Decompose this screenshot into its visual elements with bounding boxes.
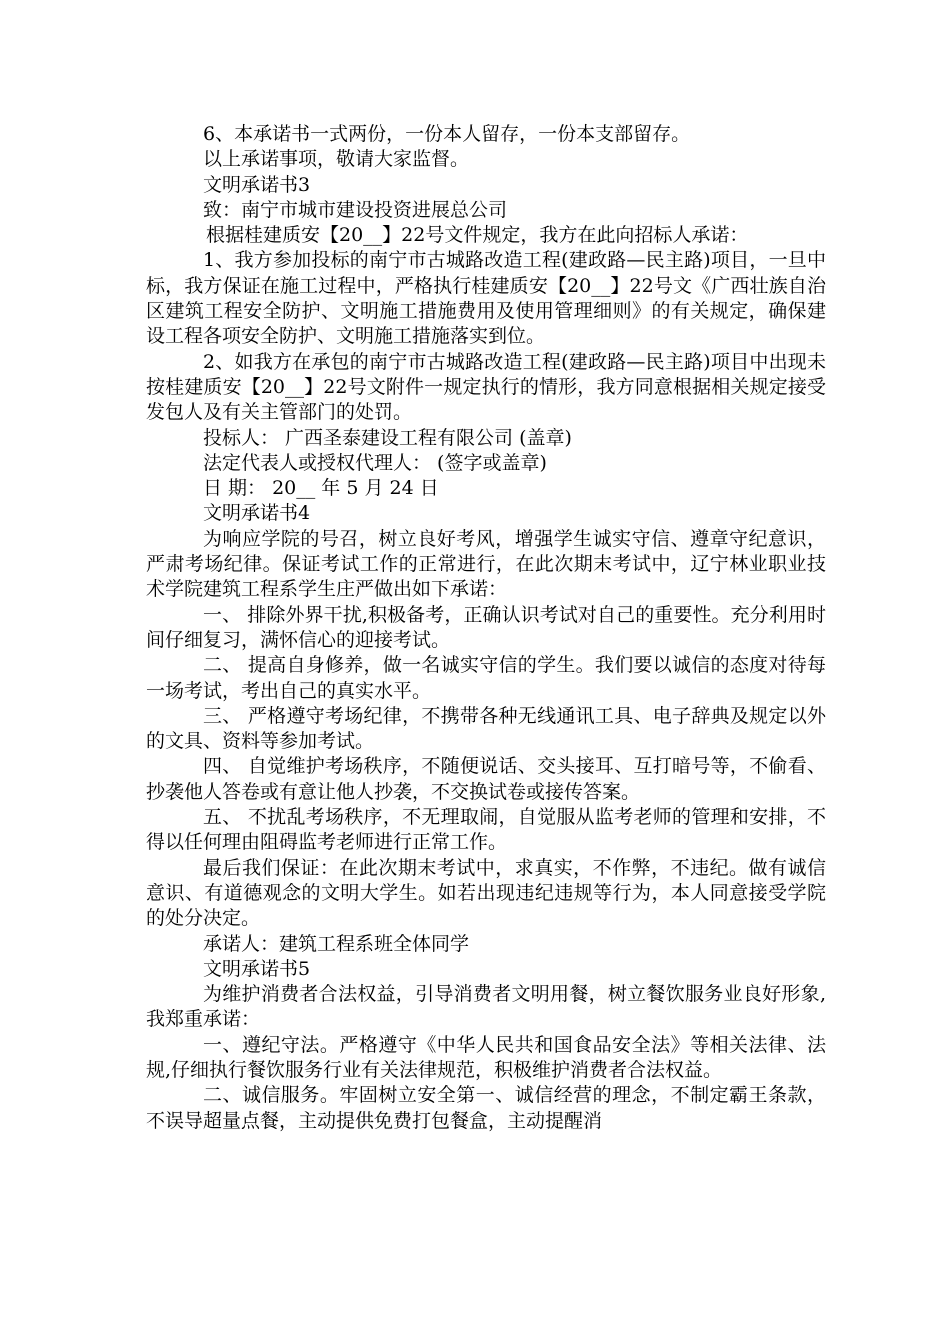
paragraph: 承诺人：建筑工程系班全体同学 xyxy=(203,932,470,955)
paragraph: 四、 自觉维护考场秩序，不随便说话、交头接耳、互打暗号等，不偷看、抄袭他人答卷或有意让他人抄袭，不交换试卷或接传答案。 xyxy=(146,755,826,803)
section-title: 文明承诺书4 xyxy=(203,502,311,525)
document-body xyxy=(146,122,826,1134)
paragraph: 五、 不扰乱考场秩序，不无理取闹，自觉服从监考老师的管理和安排，不得以任何理由阻碍监考老师进行正常工作。 xyxy=(146,806,826,854)
section-title: 文明承诺书3 xyxy=(203,173,311,196)
paragraph: 为维护消费者合法权益，引导消费者文明用餐，树立餐饮服务业良好形象,我郑重承诺： xyxy=(146,983,826,1031)
paragraph: 投标人： 广西圣泰建设工程有限公司 (盖章) xyxy=(203,426,572,449)
paragraph: 一、遵纪守法。严格遵守《中华人民共和国食品安全法》等相关法律、法规,仔细执行餐饮服务行业有关法律规范，积极维护消费者合法权益。 xyxy=(146,1033,826,1081)
paragraph: 根据桂建质安【20__】22号文件规定，我方在此向招标人承诺： xyxy=(206,224,749,247)
paragraph: 日 期： 20__ 年 5 月 24 日 xyxy=(203,477,439,500)
paragraph: 二、 提高自身修养，做一名诚实守信的学生。我们要以诚信的态度对待每一场考试，考出自己的真实水平。 xyxy=(146,654,826,702)
paragraph: 法定代表人或授权代理人： (签字或盖章) xyxy=(203,451,547,474)
paragraph: 6、本承诺书一式两份，一份本人留存，一份本支部留存。 xyxy=(203,123,691,145)
paragraph: 1、我方参加投标的南宁市古城路改造工程(建政路—民主路)项目，一旦中标，我方保证在施工过程中，严格执行桂建质安【20__】22号文《广西壮族自治区建筑工程安全防护、文明施工措施费用及使用管理细则》的有关规定，确保建设工程各项安全防护、文明施工措施落实到位。 xyxy=(146,249,826,348)
paragraph: 2、如我方在承包的南宁市古城路改造工程(建政路—民主路)项目中出现未按桂建质安【20__】22号文附件一规定执行的情形，我方同意根据相关规定接受发包人及有关主管部门的处罚。 xyxy=(146,350,826,424)
paragraph: 三、 严格遵守考场纪律，不携带各种无线通讯工具、电子辞典及规定以外的文具、资料等参加考试。 xyxy=(146,704,826,753)
paragraph: 为响应学院的号召，树立良好考风，增强学生诚实守信、遵章守纪意识，严肃考场纪律。保证考试工作的正常进行，在此次期末考试中，辽宁林业职业技术学院建筑工程系学生庄严做出如下承诺： xyxy=(146,527,826,601)
paragraph: 二、诚信服务。牢固树立安全第一、诚信经营的理念，不制定霸王条款，不误导超量点餐，主动提供免费打包餐盒，主动提醒消 xyxy=(146,1084,826,1132)
paragraph: 致：南宁市城市建设投资进展总公司 xyxy=(203,198,508,221)
paragraph: 以上承诺事项，敬请大家监督。 xyxy=(203,148,470,171)
paragraph: 最后我们保证：在此次期末考试中，求真实，不作弊，不违纪。做有诚信意识、有道德观念的文明大学生。如若出现违纪违规等行为，本人同意接受学院的处分决定。 xyxy=(146,856,826,930)
paragraph: 一、 排除外界干扰,积极备考，正确认识考试对自己的重要性。充分利用时间仔细复习，满怀信心的迎接考试。 xyxy=(146,603,826,651)
section-title: 文明承诺书5 xyxy=(203,957,311,980)
